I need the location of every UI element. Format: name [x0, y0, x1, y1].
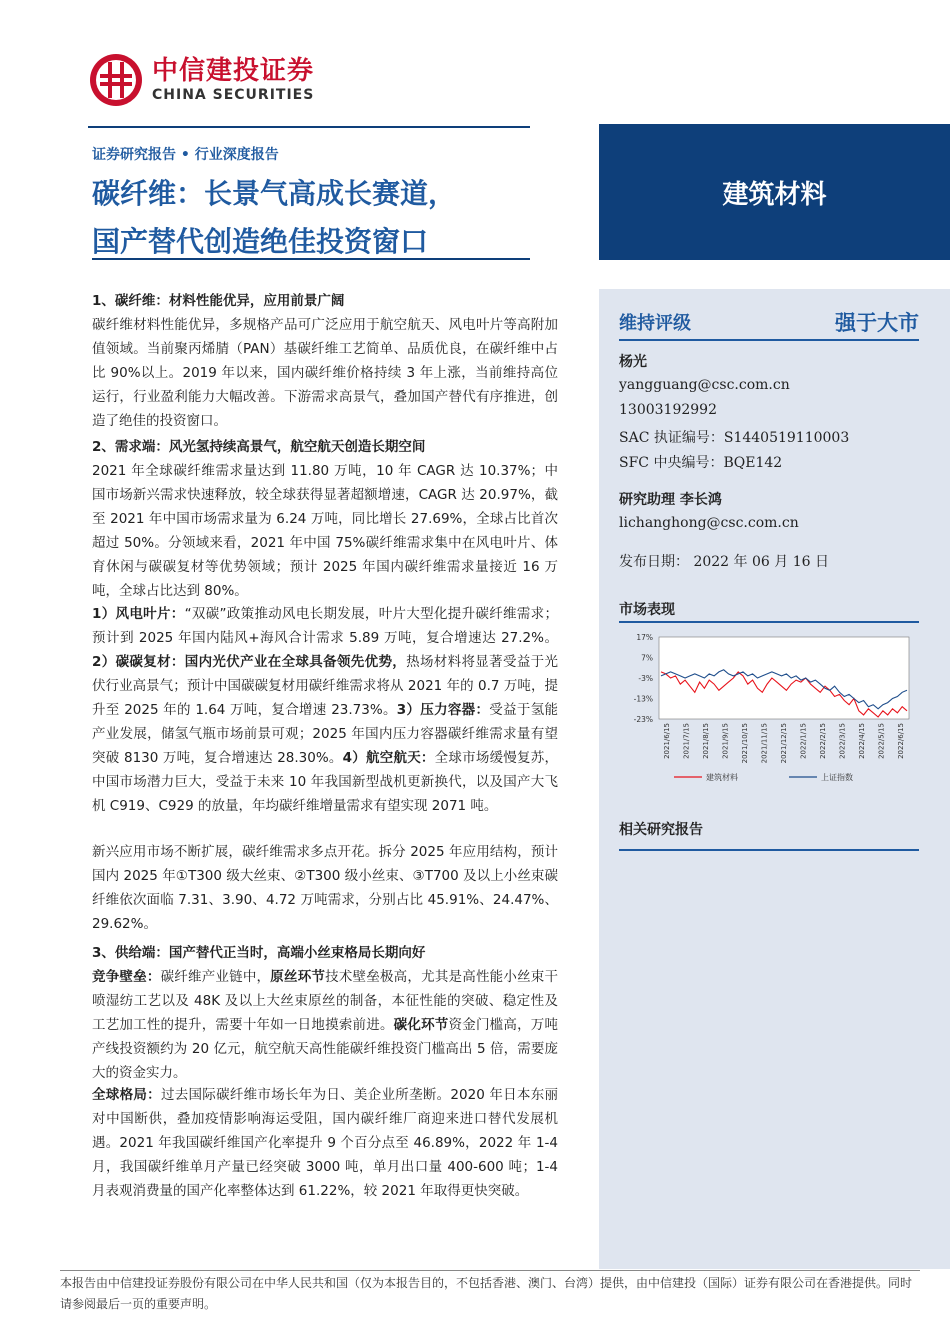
rating-row — [619, 305, 919, 341]
assistant-email[interactable]: lichanghong@csc.com.cn — [619, 515, 799, 531]
page-title — [92, 170, 456, 266]
legend-label: 上证指数 — [821, 773, 853, 782]
x-tick-label: 2021/9/15 — [721, 723, 730, 759]
barrier-text-3: 资金门槛高，万吨产线投资额约为 20 亿元，航空航天高性能碳纤维投资门槛高出 5 倍，需要庞大的资金实力。 — [92, 1017, 559, 1081]
x-tick-label: 2021/12/15 — [780, 723, 788, 764]
section-2-applications — [92, 602, 558, 818]
y-tick-label: 7% — [641, 653, 653, 663]
section-2-structure — [92, 840, 558, 936]
x-tick-label: 2022/1/15 — [799, 723, 808, 759]
section-2 — [92, 435, 558, 603]
sidebar — [599, 289, 950, 1269]
title-divider — [92, 258, 530, 260]
precursor-heading: 原丝环节 — [270, 969, 326, 985]
x-tick-label: 2021/7/15 — [682, 723, 691, 759]
footer-disclaimer: 本报告由中信建投证券股份有限公司在中华人民共和国（仅为本报告目的，不包括香港、澳门、台湾）提供，由中信建投（国际）证券有限公司在香港提供。同时请参阅最后一页的重要声明。 — [60, 1276, 913, 1311]
plot-area — [659, 637, 909, 719]
legend-label: 建筑材料 — [706, 773, 738, 782]
structure-text: 新兴应用市场不断扩展，碳纤维需求多点开花。拆分 2025 年应用结构，预计国内 2025 年①T300 级大丝束、②T300 级小丝束、③T700 及以上小丝束碳纤维依次面临 7.31、3.90、4.72 万吨需求，分别占比 45.91%、24.47%、29.62%。 — [92, 844, 558, 932]
brand-name-cn: 中信建投证券 — [152, 56, 315, 86]
section-1 — [92, 289, 558, 433]
x-tick-label: 2021/8/15 — [702, 723, 710, 759]
app-cc-heading: 2）碳碳复材：国内光伏产业在全球具备领先优势， — [92, 654, 407, 670]
title-line-2: 国产替代创造绝佳投资窗口 — [92, 225, 429, 258]
sector-banner: 建筑材料 — [599, 124, 950, 260]
x-tick-label: 2022/4/15 — [858, 723, 866, 759]
brand-logo — [88, 52, 314, 108]
market-divider — [619, 621, 919, 623]
footer-divider — [60, 1270, 920, 1271]
y-tick-label: -23% — [633, 715, 653, 724]
y-tick-label: 17% — [636, 633, 653, 642]
global-text: 过去国际碳纤维市场长年为日、美企业所垄断。2020 年日本东丽对中国断供，叠加疫情影响海运受阻，国内碳纤维厂商迎来进口替代发展机遇。2021 年我国碳纤维国产化率提升 9 个百分点至 46.89%，2022 年 1-4 月，我国碳纤维单月产量已经突破 3000 吨，单月出口量 400-600 吨；1-4 月表观消费量的国产化率整体达到 61.22%，较 2021 年取得更快突破。 — [92, 1087, 559, 1199]
barrier-text-1: 碳纤维产业链中， — [160, 969, 271, 985]
title-line-1: 碳纤维：长景气高成长赛道， — [92, 177, 457, 210]
report-type: 证券研究报告 • 行业深度报告 — [92, 147, 279, 163]
analyst-phone: 13003192992 — [619, 402, 717, 418]
app-wind-text: “双碳”政策推动风电长期发展，叶片大型化提升碳纤维需求；预计到 2025 年国内陆风+海风合计需求 5.89 万吨，复合增速达 27.2%。 — [92, 606, 558, 646]
app-wind-heading: 1）风电叶片： — [92, 606, 185, 622]
x-tick-label: 2022/6/15 — [897, 723, 905, 759]
global-heading: 全球格局： — [92, 1087, 161, 1103]
header-divider — [88, 126, 530, 128]
rating-divider — [619, 339, 919, 341]
related-divider — [619, 849, 919, 851]
barrier-text-2: 技术壁垒极高，尤其是高性能小丝束干喷湿纺工艺以及 48K 及以上大丝束原丝的制备，本征性能的突破、稳定性及工艺加工性的提升，需要十年如一日地摸索前进。 — [92, 969, 559, 1033]
section-1-heading: 1、碳纤维：材料性能优异，应用前景广阔 — [92, 293, 345, 309]
app-aero-heading: 4）航空航天： — [342, 750, 435, 766]
carbonization-heading: 碳化环节 — [393, 1017, 449, 1033]
section-3-heading: 3、供给端：国产替代正当时，高端小丝束格局长期向好 — [92, 945, 426, 961]
brand-name-en: CHINA SECURITIES — [152, 87, 315, 103]
section-global — [92, 1083, 558, 1203]
market-title: 市场表现 — [619, 602, 675, 618]
analyst-email[interactable]: yangguang@csc.com.cn — [619, 377, 790, 393]
section-2-heading: 2、需求端：风光氢持续高景气，航空航天创造长期空间 — [92, 439, 426, 455]
y-tick-label: -3% — [638, 674, 653, 683]
app-aero-text: 全球市场缓慢复苏，中国市场潜力巨大，受益于未来 10 年我国新型战机更新换代，以及国产大飞机 C919、C929 的放量，年均碳纤维增量需求有望实现 2071 吨。 — [92, 750, 558, 814]
brand-seal-icon — [88, 52, 144, 108]
section-1-text: 碳纤维材料性能优异，多规格产品可广泛应用于航空航天、风电叶片等高附加值领域。当前聚丙烯腈（PAN）基碳纤维工艺简单、品质优良，在碳纤维中占比 90%以上。2019 年以来，国内碳纤维价格持续 3 年上涨，当前维持高位运行，行业盈利能力大幅改善。下游需求高景气，叠加国产替代有序推进，创造了绝佳的投资窗口。 — [92, 317, 558, 429]
rating-value: 强于大市 — [835, 311, 919, 335]
barrier-heading: 竞争壁垒： — [92, 969, 161, 985]
x-tick-label: 2022/2/15 — [819, 723, 827, 759]
x-tick-label: 2022/5/15 — [877, 723, 886, 759]
rating-label: 维持评级 — [619, 313, 691, 334]
section-3 — [92, 941, 558, 1085]
x-tick-label: 2022/3/15 — [838, 723, 847, 759]
y-tick-label: -13% — [633, 694, 653, 704]
app-pressure-text: 受益于氢能产业发展，储氢气瓶市场前景可观；2025 年国内压力容器碳纤维需求量有望突破 8130 万吨，复合增速达 28.30%。 — [92, 702, 559, 766]
market-chart — [619, 627, 919, 797]
x-tick-label: 2021/11/15 — [760, 723, 769, 764]
analyst-name: 杨光 — [619, 354, 647, 370]
assistant-name: 研究助理 李长鸿 — [619, 492, 722, 508]
related-reports-title: 相关研究报告 — [619, 822, 703, 838]
app-pressure-heading: 3）压力容器： — [396, 702, 490, 718]
x-tick-label: 2021/6/15 — [663, 723, 671, 759]
app-cc-text: 热场材料将显著受益于光伏行业高景气；预计中国碳碳复材用碳纤维需求将从 2021 年的 0.7 万吨，提升至 2025 年的 1.64 万吨，复合增速 23.73%。 — [92, 654, 558, 718]
sfc-number: SFC 中央编号：BQE142 — [619, 455, 783, 471]
sac-number: SAC 执证编号：S1440519110003 — [619, 430, 850, 446]
publish-date: 发布日期： 2022 年 06 月 16 日 — [619, 554, 829, 570]
x-tick-label: 2021/10/15 — [741, 723, 749, 764]
section-2-text: 2021 年全球碳纤维需求量达到 11.80 万吨，10 年 CAGR 达 10.37%；中国市场新兴需求快速释放，较全球获得显著超额增速，CAGR 达 20.97%，截至 2021 年中国市场需求量为 6.24 万吨，同比增长 27.69%，全球占比首次超过 50%。分领域来看，2021 年中国 75%碳纤维需求集中在风电叶片、体育休闲与碳碳复材等优势领域；预计 2025 年国内碳纤维需求量接近 16 万吨，全球占比达到 80%。 — [92, 463, 558, 599]
